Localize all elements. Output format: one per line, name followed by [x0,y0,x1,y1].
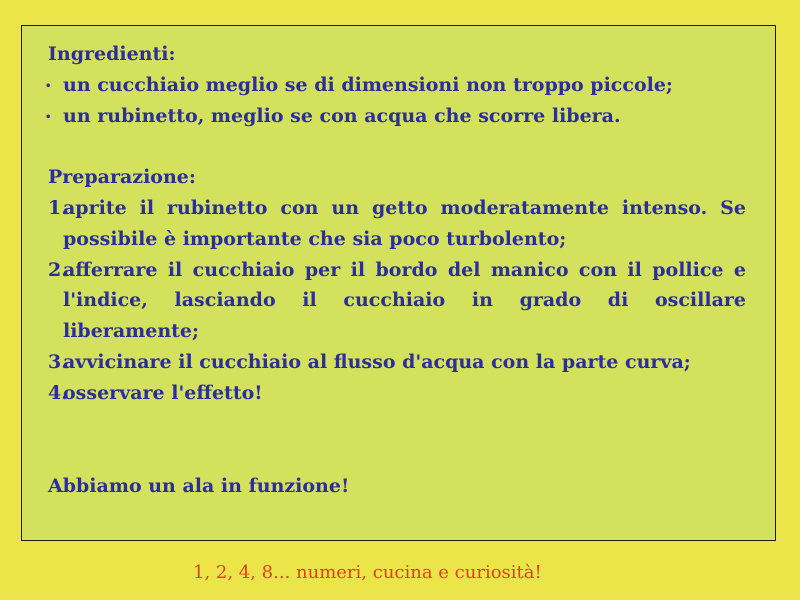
step-item [48,347,746,378]
ingredient-text: un cucchiaio meglio se di dimensioni non troppo piccole; [63,73,673,96]
step-text: aprite il rubinetto con un getto moderatamente intenso. Se possibile è importante che sia poco turbolento; [63,196,746,250]
step-item [48,378,746,409]
ingredients-heading: Ingredienti: [48,43,176,65]
step-text: afferrare il cucchiaio per il bordo del manico con il pollice e l'indice, lasciando il cucchiaio in grado di oscillare liberamente; [63,258,746,343]
step-number: 2. [48,258,68,281]
step-number: 4. [48,381,68,404]
step-item [48,255,746,347]
bullet-icon: • [45,80,52,92]
ingredient-item [45,101,746,132]
conclusion-text: Abbiamo un ala in funzione! [48,474,350,497]
ingredients-list [45,70,746,132]
step-item [48,193,746,255]
recipe-content [45,39,746,501]
recipe-card [21,25,776,541]
step-number: 1. [48,196,68,219]
ingredient-item [45,70,746,101]
preparation-steps [48,193,746,409]
step-number: 3. [48,350,68,373]
footer-tagline: 1, 2, 4, 8... numeri, cucina e curiosità! [193,562,542,583]
bullet-icon: • [45,111,52,123]
spacer [48,409,746,471]
ingredient-text: un rubinetto, meglio se con acqua che scorre libera. [63,104,621,127]
step-text: avvicinare il cucchiaio al flusso d'acqua con la parte curva; [63,350,691,373]
spacer [48,131,746,162]
step-text: osservare l'effetto! [63,381,263,404]
preparation-heading: Preparazione: [48,166,196,189]
